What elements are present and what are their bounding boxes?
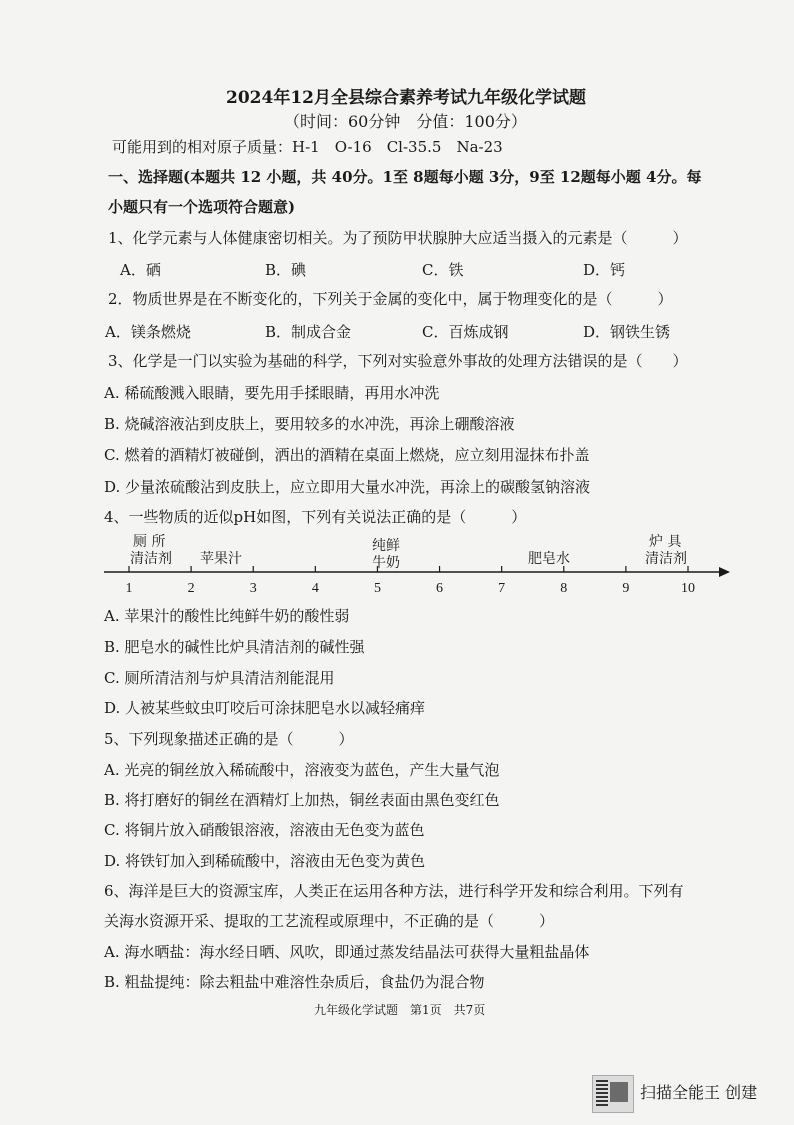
option-c: C．百炼成钢 (422, 323, 509, 341)
ph-tick-label: 9 (622, 581, 630, 596)
option-a: A．镁条燃烧 (105, 323, 191, 341)
option-c: C．铁 (422, 261, 464, 279)
ph-label-toilet-cleaner: 厕 所 (133, 534, 166, 550)
option-b: B. 烧碱溶液沾到皮肤上，要用较多的水冲洗，再涂上硼酸溶液 (104, 415, 515, 433)
option-d: D．钙 (583, 261, 626, 279)
question-stem: 6、海洋是巨大的资源宝库，人类正在运用各种方法，进行科学开发和综合利用。下列有 (104, 882, 684, 900)
ph-tick-label: 3 (249, 581, 257, 596)
option-b: B. 将打磨好的铜丝在酒精灯上加热，铜丝表面由黑色变红色 (104, 791, 500, 809)
atomic-masses: 可能用到的相对原子质量：H-1 O-16 Cl-35.5 Na-23 (112, 138, 503, 156)
ph-tick-label: 6 (436, 581, 444, 596)
ph-tick-label: 2 (187, 581, 195, 596)
exam-subtitle: （时间：60分钟 分值：100分） (284, 112, 527, 131)
question-stem: 关海水资源开采、提取的工艺流程或原理中，不正确的是（ ） (104, 912, 555, 930)
scanner-logo (592, 1075, 634, 1113)
option-b: B．碘 (265, 261, 307, 279)
scanner-badge-text: 扫描全能王 创建 (640, 1083, 758, 1102)
question-stem: 5、下列现象描述正确的是（ ） (104, 730, 354, 748)
option-d: D. 人被某些蚊虫叮咬后可涂抹肥皂水以减轻痛痒 (104, 699, 426, 717)
option-c: C. 将铜片放入硝酸银溶液，溶液由无色变为蓝色 (104, 821, 425, 839)
ph-axis-arrow (719, 567, 730, 577)
ph-label-apple-juice: 苹果汁 (200, 551, 242, 567)
ph-label-stove-cleaner: 炉 具 (649, 534, 682, 550)
option-b: B. 肥皂水的碱性比炉具清洁剂的碱性强 (104, 638, 365, 656)
option-c: C. 燃着的酒精灯被碰倒，洒出的酒精在桌面上燃烧，应立刻用湿抹布扑盖 (104, 446, 590, 464)
ph-label-toilet-cleaner: 清洁剂 (130, 551, 172, 567)
section-instructions: 小题只有一个选项符合题意) (108, 198, 296, 216)
ph-tick-label: 7 (498, 581, 506, 596)
option-c: C. 厕所清洁剂与炉具清洁剂能混用 (104, 669, 335, 687)
ph-tick-label: 8 (560, 581, 568, 596)
question-stem: 2．物质世界是在不断变化的，下列关于金属的变化中，属于物理变化的是（ ） (108, 290, 673, 308)
ph-label-soapy-water: 肥皂水 (528, 551, 570, 567)
option-a: A. 苹果汁的酸性比纯鲜牛奶的酸性弱 (104, 607, 350, 625)
app-icon (610, 1082, 628, 1102)
ph-tick-label: 4 (311, 581, 319, 596)
option-a: A．硒 (120, 261, 161, 279)
option-a: A. 光亮的铜丝放入稀硫酸中，溶液变为蓝色，产生大量气泡 (104, 761, 500, 779)
question-stem: 1、化学元素与人体健康密切相关。为了预防甲状腺肿大应适当摄入的元素是（ ） (108, 229, 688, 247)
ph-label-milk: 纯鲜 (372, 538, 400, 554)
option-b: B. 粗盐提纯：除去粗盐中难溶性杂质后，食盐仍为混合物 (104, 973, 485, 991)
ph-tick-label: 10 (681, 581, 695, 596)
ph-label-stove-cleaner: 清洁剂 (645, 551, 687, 567)
page-footer: 九年级化学试题 第1页 共7页 (314, 1003, 486, 1017)
ph-tick-label: 1 (125, 581, 133, 596)
section-instructions: 一、选择题(本题共 12 小题，共 40分。1至 8题每小题 3分，9至 12题每小题 4分。每 (108, 168, 702, 186)
option-a: A. 海水晒盐：海水经日晒、风吹，即通过蒸发结晶法可获得大量粗盐晶体 (104, 943, 590, 961)
option-d: D. 少量浓硫酸沾到皮肤上，应立即用大量水冲洗，再涂上的碳酸氢钠溶液 (104, 478, 591, 496)
exam-title: 2024年12月全县综合素养考试九年级化学试题 (226, 88, 586, 108)
option-d: D. 将铁钉加入到稀硫酸中，溶液由无色变为黄色 (104, 852, 426, 870)
question-stem: 3、化学是一门以实验为基础的科学，下列对实验意外事故的处理方法错误的是（ ） (108, 352, 688, 370)
question-stem: 4、一些物质的近似pH如图，下列有关说法正确的是（ ） (104, 508, 527, 526)
ph-label-milk: 牛奶 (372, 555, 400, 571)
option-b: B．制成合金 (265, 323, 352, 341)
qr-icon (596, 1080, 608, 1106)
ph-tick-label: 5 (373, 581, 381, 596)
option-a: A. 稀硫酸溅入眼睛，要先用手揉眼睛，再用水冲洗 (104, 384, 440, 402)
option-d: D．钢铁生锈 (583, 323, 671, 341)
